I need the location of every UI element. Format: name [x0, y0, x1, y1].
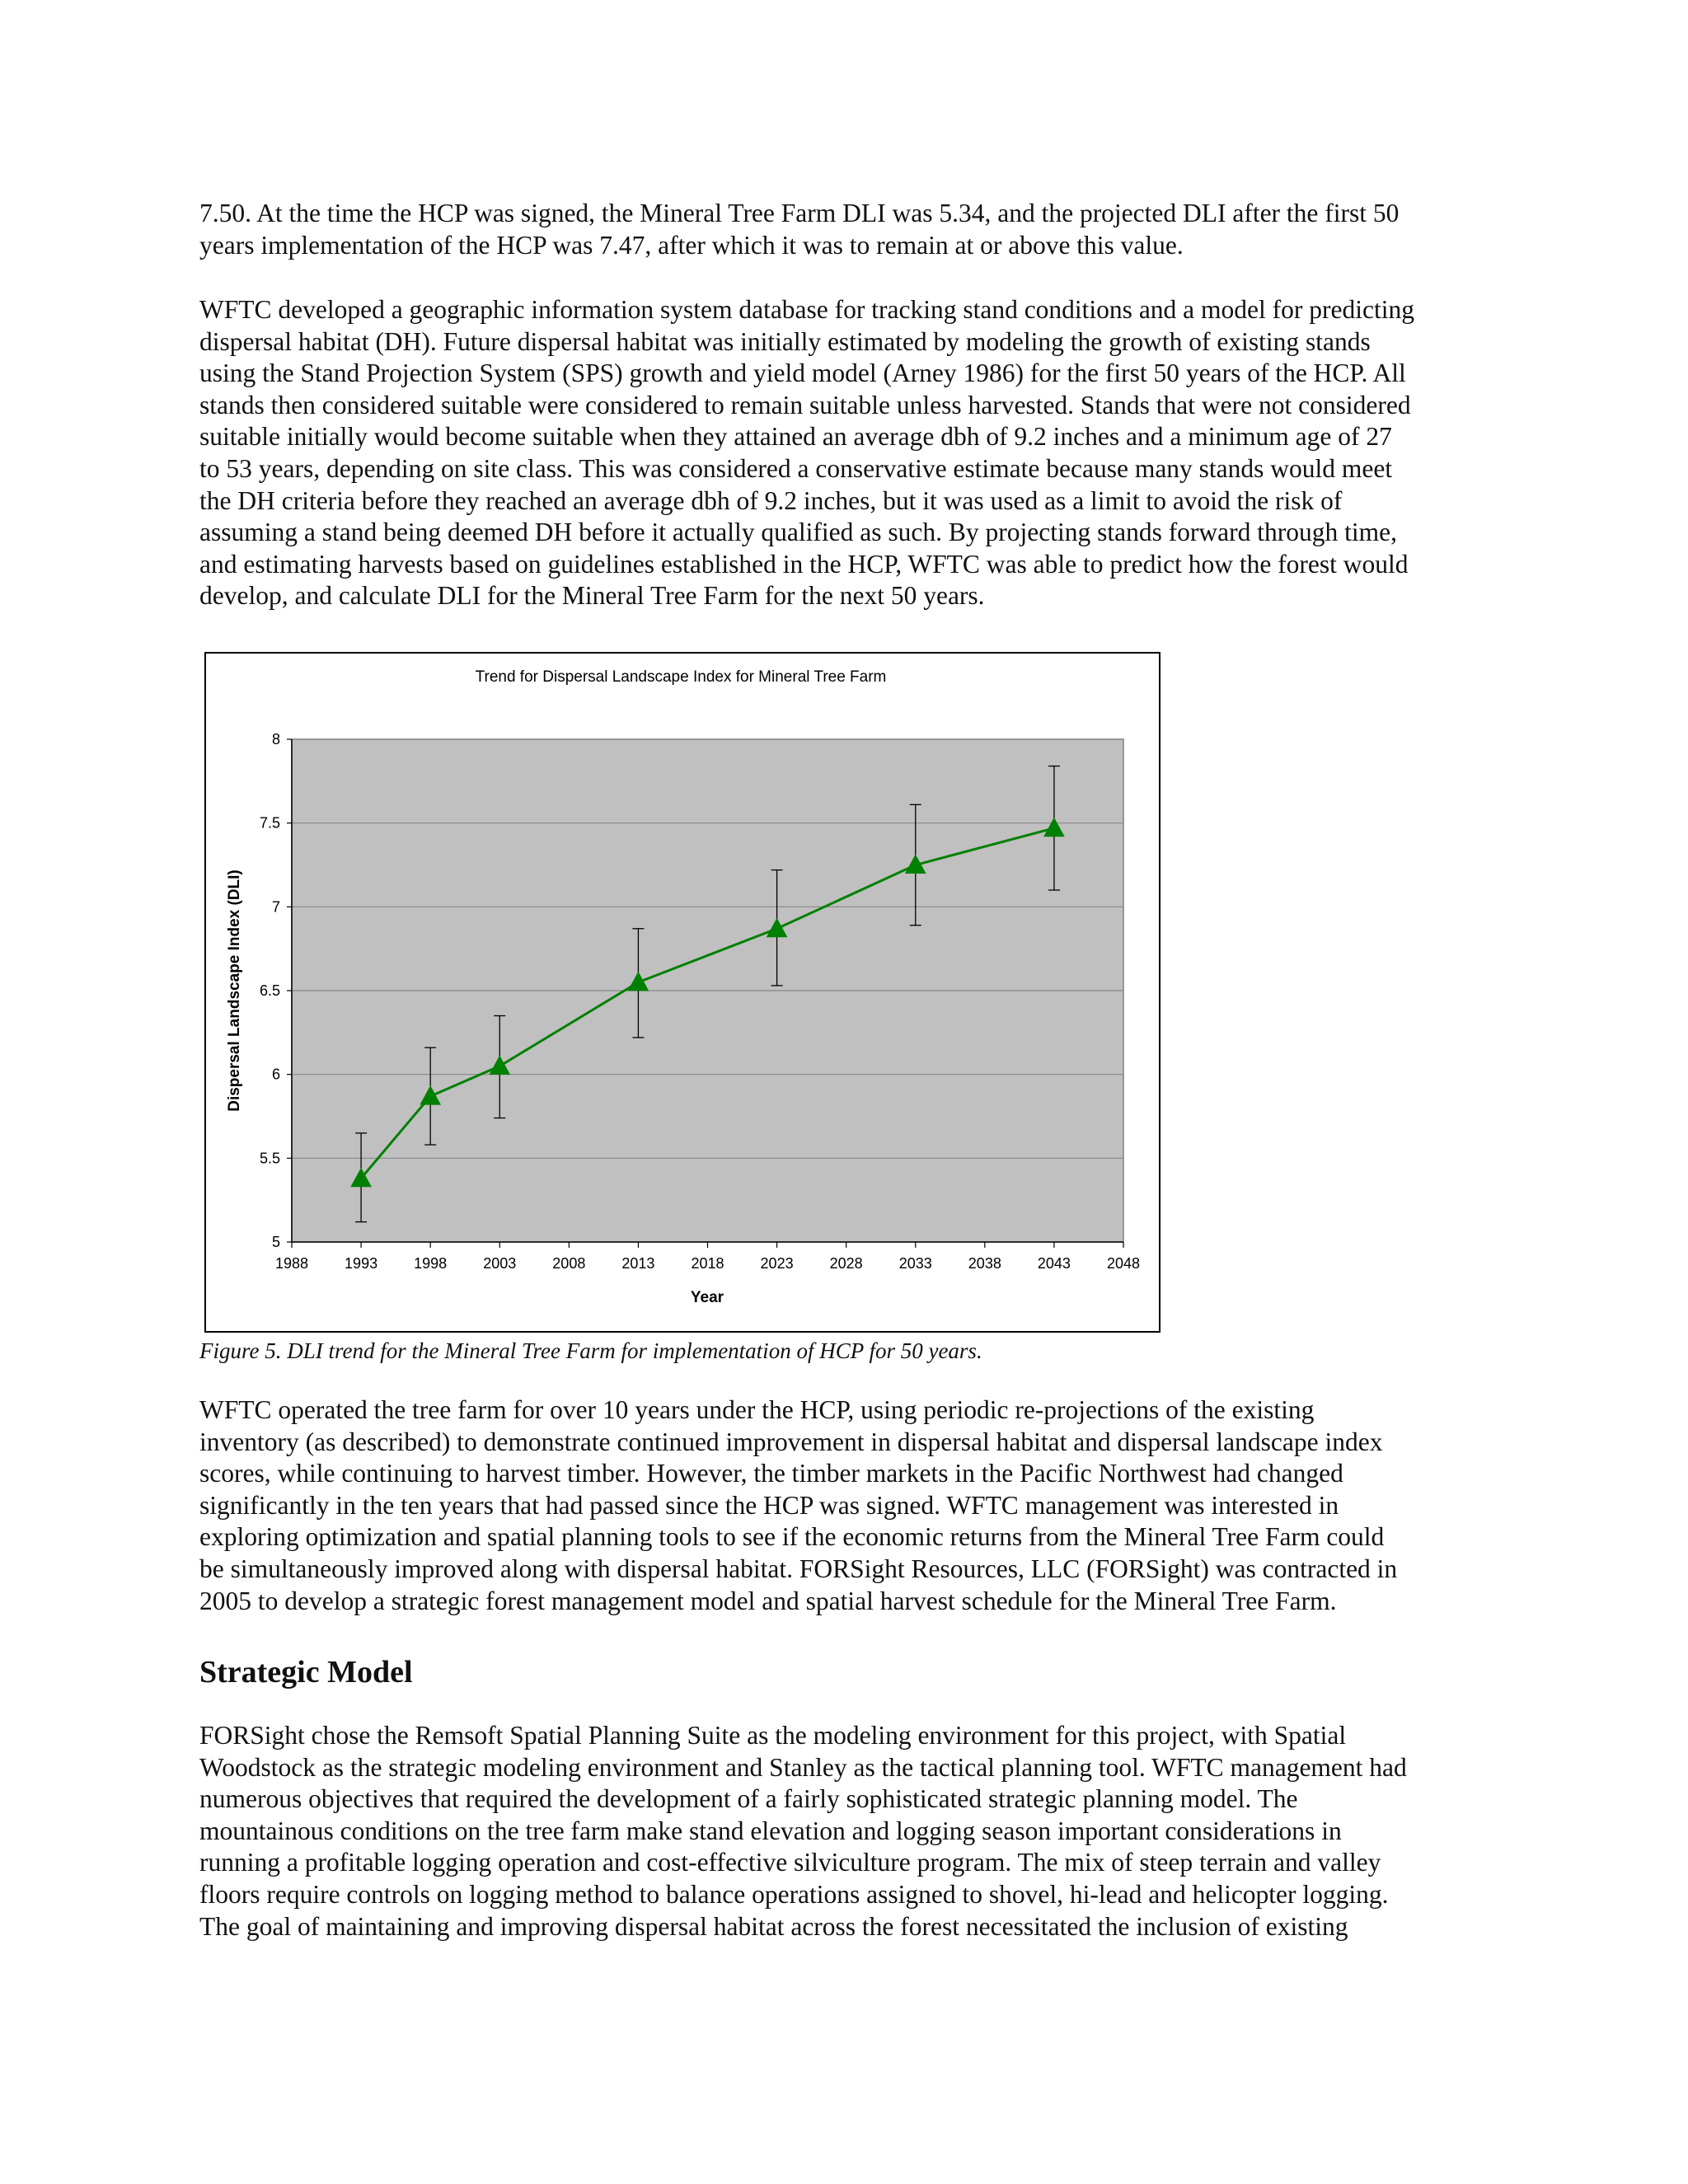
x-tick-label: 2038	[968, 1255, 1001, 1272]
figure-caption: Figure 5. DLI trend for the Mineral Tree Farm for implementation of HCP for 50 years.	[199, 1338, 982, 1363]
x-tick-label: 2028	[829, 1255, 863, 1272]
text-line: WFTC operated the tree farm for over 10 years under the HCP, using periodic re-projections of the existing	[199, 1395, 1315, 1424]
text-line: 2005 to develop a strategic forest management model and spatial harvest schedule for the Mineral Tree Farm.	[199, 1586, 1337, 1615]
paragraph-dli-values	[199, 198, 1502, 261]
text-line: exploring optimization and spatial planning tools to see if the economic returns from the Mineral Tree Farm could	[199, 1522, 1385, 1552]
x-tick-label: 2023	[760, 1255, 794, 1272]
section-heading: Strategic Model	[199, 1655, 413, 1690]
text-line: dispersal habitat (DH). Future dispersal habitat was initially estimated by modeling the growth of existing stands	[199, 326, 1371, 356]
x-tick-label: 2008	[552, 1255, 586, 1272]
text-line: WFTC developed a geographic information system database for tracking stand conditions and a model for predicting	[199, 295, 1414, 324]
x-tick-label: 2048	[1106, 1255, 1141, 1272]
text-line: develop, and calculate DLI for the Mineral Tree Farm for the next 50 years.	[199, 581, 985, 611]
y-tick-label: 7	[271, 898, 280, 916]
x-tick-label: 2033	[898, 1255, 932, 1272]
text-line: significantly in the ten years that had passed since the HCP was signed. WFTC management was interested in	[199, 1490, 1339, 1520]
y-tick-label: 6	[271, 1066, 280, 1083]
text-line: stands then considered suitable were considered to remain suitable unless harvested. Stands that were not considered	[199, 390, 1411, 419]
y-axis-label: Dispersal Landscape Index (DLI)	[226, 869, 243, 1112]
text-line: 7.50. At the time the HCP was signed, the Mineral Tree Farm DLI was 5.34, and the projected DLI after the first 50	[199, 199, 1400, 227]
paragraph-gis-model	[199, 294, 1502, 612]
y-tick-label: 5.5	[259, 1150, 280, 1167]
dli-trend-chart-svg	[206, 654, 1159, 1331]
text-line: suitable initially would become suitable when they attained an average dbh of 9.2 inches and a minimum age of 27	[199, 422, 1392, 452]
text-line: and estimating harvests based on guidelines established in the HCP, WFTC was able to predict how the forest would	[199, 549, 1409, 579]
x-tick-label: 2018	[691, 1255, 724, 1272]
paragraph-strategic-model	[199, 1720, 1502, 1943]
text-line: be simultaneously improved along with dispersal habitat. FORSight Resources, LLC (FORSight) was contracted in	[199, 1554, 1398, 1583]
x-tick-label: 1993	[345, 1255, 378, 1272]
paragraph-tree-farm-operation	[199, 1394, 1502, 1617]
y-tick-label: 5	[271, 1234, 280, 1250]
text-line: Woodstock as the strategic modeling environment and Stanley as the tactical planning tool. WFTC management had	[199, 1752, 1407, 1782]
text-line: running a profitable logging operation and cost-effective silviculture program. The mix of steep terrain and valley	[199, 1848, 1381, 1877]
x-axis-label: Year	[690, 1289, 724, 1306]
text-line: numerous objectives that required the development of a fairly sophisticated strategic planning model. The	[199, 1784, 1298, 1814]
y-tick-label: 8	[271, 731, 280, 748]
text-line: the DH criteria before they reached an average dbh of 9.2 inches, but it was used as a limit to avoid the risk of	[199, 485, 1343, 515]
text-line: scores, while continuing to harvest timber. However, the timber markets in the Pacific Northwest had changed	[199, 1459, 1343, 1488]
x-tick-label: 1988	[274, 1255, 309, 1272]
text-line: inventory (as described) to demonstrate continued improvement in dispersal habitat and dispersal landscape index	[199, 1427, 1383, 1456]
text-line: to 53 years, depending on site class. This was considered a conservative estimate because many stands would meet	[199, 453, 1393, 483]
text-line: assuming a stand being deemed DH before it actually qualified as such. By projecting stands forward through time,	[199, 518, 1397, 547]
y-tick-label: 7.5	[259, 814, 280, 832]
x-tick-label: 2043	[1037, 1255, 1071, 1272]
chart-title: Trend for Dispersal Landscape Index for Mineral Tree Farm	[475, 668, 887, 686]
x-tick-label: 2003	[483, 1255, 517, 1272]
text-line: using the Stand Projection System (SPS) growth and yield model (Arney 1986) for the first 50 years of the HCP. All	[199, 359, 1406, 388]
text-line: mountainous conditions on the tree farm make stand elevation and logging season important considerations in	[199, 1816, 1342, 1845]
dli-trend-chart	[204, 652, 1160, 1333]
text-line: years implementation of the HCP was 7.47, after which it was to remain at or above this value.	[199, 230, 1184, 260]
x-tick-label: 1998	[414, 1255, 448, 1272]
y-tick-label: 6.5	[259, 982, 280, 999]
text-line: The goal of maintaining and improving dispersal habitat across the forest necessitated the inclusion of existing	[199, 1911, 1348, 1941]
x-tick-label: 2013	[621, 1255, 655, 1272]
text-line: FORSight chose the Remsoft Spatial Planning Suite as the modeling environment for this project, with Spatial	[199, 1721, 1347, 1750]
text-line: floors require controls on logging method to balance operations assigned to shovel, hi-lead and helicopter logging.	[199, 1879, 1389, 1909]
